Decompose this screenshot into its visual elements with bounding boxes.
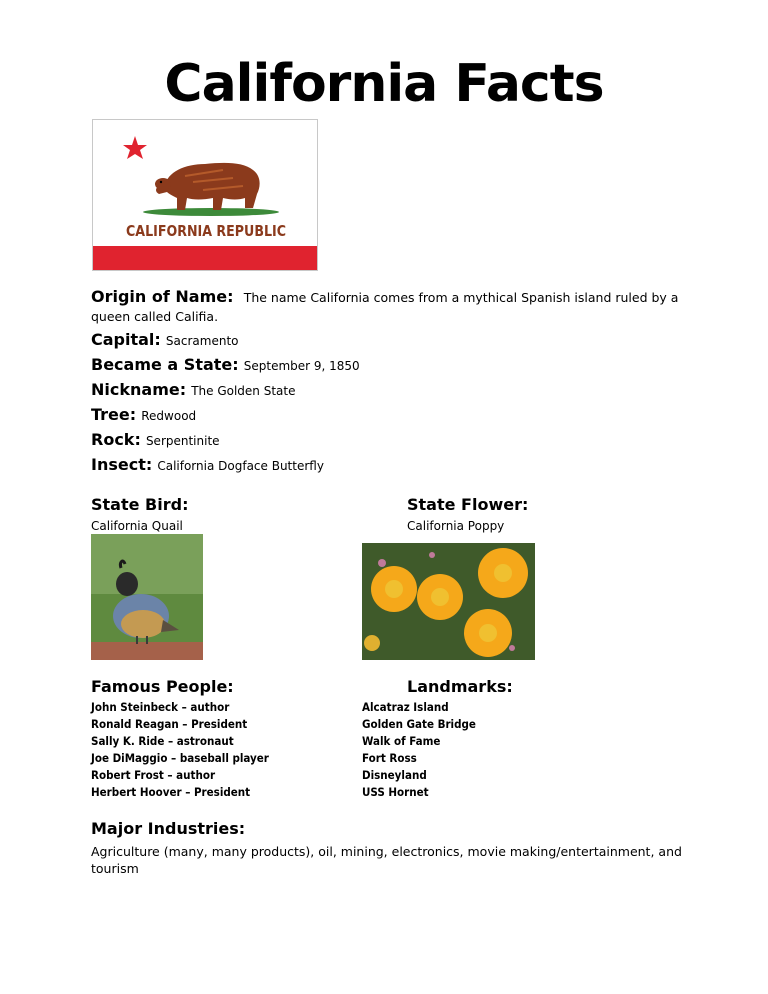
fact-value: Sacramento [165,334,239,348]
list-item: Herbert Hoover – President [91,785,251,799]
flag-graphic [93,120,318,271]
list-item: USS Hornet [362,785,429,799]
fact-value: The Golden State [191,384,296,398]
fact-value: September 9, 1850 [243,359,360,373]
industries-heading: Major Industries: [91,819,246,838]
fact-label: Rock: [91,430,141,449]
famous-people-list [91,699,269,801]
state-flower-heading: State Flower: [407,495,529,514]
list-item: Fort Ross [362,751,417,765]
fact-capital [91,331,681,350]
fact-label: Capital: [91,330,161,349]
list-item: Robert Frost – author [91,768,216,782]
list-item: Walk of Fame [362,734,441,748]
fact-label: Became a State: [91,355,239,374]
famous-people-heading: Famous People: [91,677,234,696]
list-item: Ronald Reagan – President [91,717,248,731]
list-item: Golden Gate Bridge [362,717,476,731]
fact-label: Origin of Name: [91,287,234,306]
landmarks-list [362,699,476,801]
quail-photo [91,534,203,660]
california-flag-image [92,119,318,271]
fact-rock [91,431,681,450]
fact-label: Insect: [91,455,153,474]
flag-text: CALIFORNIA REPUBLIC [126,222,286,240]
list-item: Sally K. Ride – astronaut [91,734,234,748]
fact-label: Nickname: [91,380,187,399]
fact-tree [91,406,681,425]
landmarks-heading: Landmarks: [407,677,513,696]
fact-value: California Dogface Butterfly [157,459,324,473]
poppy-photo [362,543,535,660]
page-title: California Facts [164,54,604,114]
state-flower-name: California Poppy [407,519,505,533]
fact-label: Tree: [91,405,137,424]
facts-list [91,288,681,475]
fact-statehood [91,356,681,375]
industries-text: Agriculture (many, many products), oil, mining, electronics, movie making/entertainment, and tourism [91,844,682,876]
list-item: Disneyland [362,768,427,782]
state-bird-name: California Quail [91,519,183,533]
fact-value: Serpentinite [145,434,220,448]
list-item: John Steinbeck – author [91,700,230,714]
fact-insect [91,456,681,475]
fact-origin [91,288,681,326]
list-item: Joe DiMaggio – baseball player [91,751,269,765]
state-bird-heading: State Bird: [91,495,189,514]
fact-value: The name California comes from a mythical Spanish island ruled by a queen called Califia. [91,290,679,324]
fact-nickname [91,381,681,400]
list-item: Alcatraz Island [362,700,449,714]
fact-value: Redwood [141,409,197,423]
